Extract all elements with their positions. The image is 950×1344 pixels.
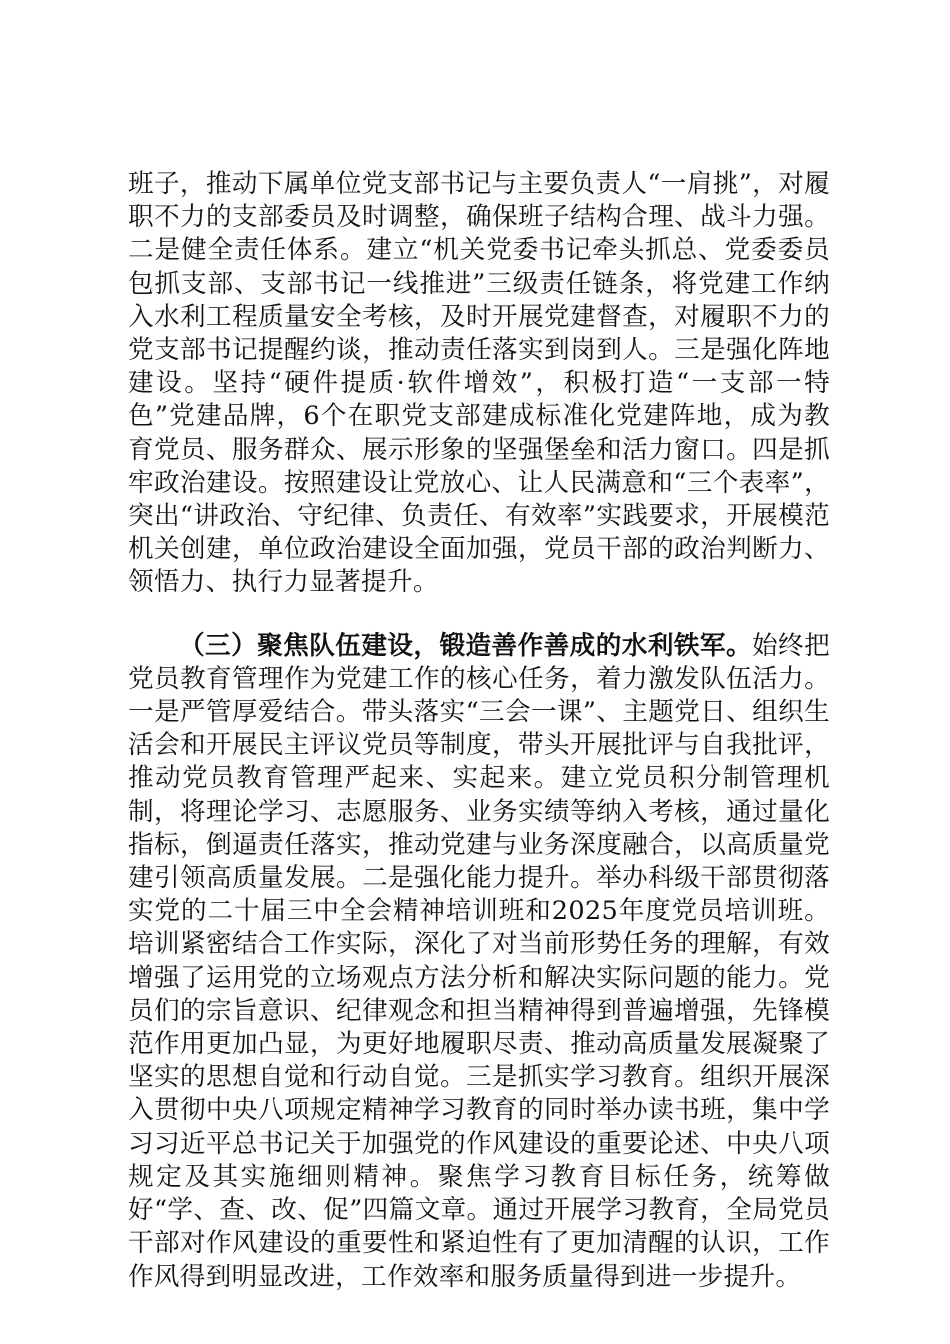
paragraph-text: 班子，推动下属单位党支部书记与主要负责人“一肩挑”，对履职不力的支部委员及时调整，确保班子结构合理、战斗力强。二是健全责任体系。建立“机关党委书记牵头抓总、党委委员包抓支部、支部书记一线推进”三级责任链条，将党建工作纳入水利工程质量安全考核，及时开展党建督查，对履职不力的党支部书记提醒约谈，推动责任落实到岗到人。三是强化阵地建设。坚持“硬件提质·软件增效”，积极打造“一支部一特色”党建品牌，6个在职党支部建成标准化党建阵地，成为教育党员、服务群众、展示形象的坚强堡垒和活力窗口。四是抓牢政治建设。按照建设让党放心、让人民满意和“三个表率”，突出“讲政治、守纪律、负责任、有效率”实践要求，开展模范机关创建，单位政治建设全面加强，党员干部的政治判断力、领悟力、执行力显著提升。	[128, 169, 830, 598]
paragraph-continuation	[128, 168, 830, 600]
section-heading: （三）聚焦队伍建设，锻造善作善成的水利铁军。	[179, 630, 752, 661]
paragraph-text: 始终把党员教育管理作为党建工作的核心任务，着力激发队伍活力。一是严管厚爱结合。带头落实“三会一课”、主题党日、组织生活会和开展民主评议党员等制度，带头开展批评与自我批评，推动党员教育管理严起来、实起来。建立党员积分制管理机制，将理论学习、志愿服务、业务实绩等纳入考核，通过量化指标，倒逼责任落实，推动党建与业务深度融合，以高质量党建引领高质量发展。二是强化能力提升。举办科级干部贯彻落实党的二十届三中全会精神培训班和2025年度党员培训班。培训紧密结合工作实际，深化了对当前形势任务的理解，有效增强了运用党的立场观点方法分析和解决实际问题的能力。党员们的宗旨意识、纪律观念和担当精神得到普遍增强，先锋模范作用更加凸显，为更好地履职尽责、推动高质量发展凝聚了坚实的思想自觉和行动自觉。三是抓实学习教育。组织开展深入贯彻中央八项规定精神学习教育的同时举办读书班，集中学习习近平总书记关于加强党的作风建设的重要论述、中央八项规定及其实施细则精神。聚焦学习教育目标任务，统筹做好“学、查、改、促”四篇文章。通过开展学习教育，全局党员干部对作风建设的重要性和紧迫性有了更加清醒的认识，工作作风得到明显改进，工作效率和服务质量得到进一步提升。	[128, 630, 830, 1292]
document-body	[128, 168, 830, 1294]
paragraph-section-three	[128, 630, 830, 1294]
